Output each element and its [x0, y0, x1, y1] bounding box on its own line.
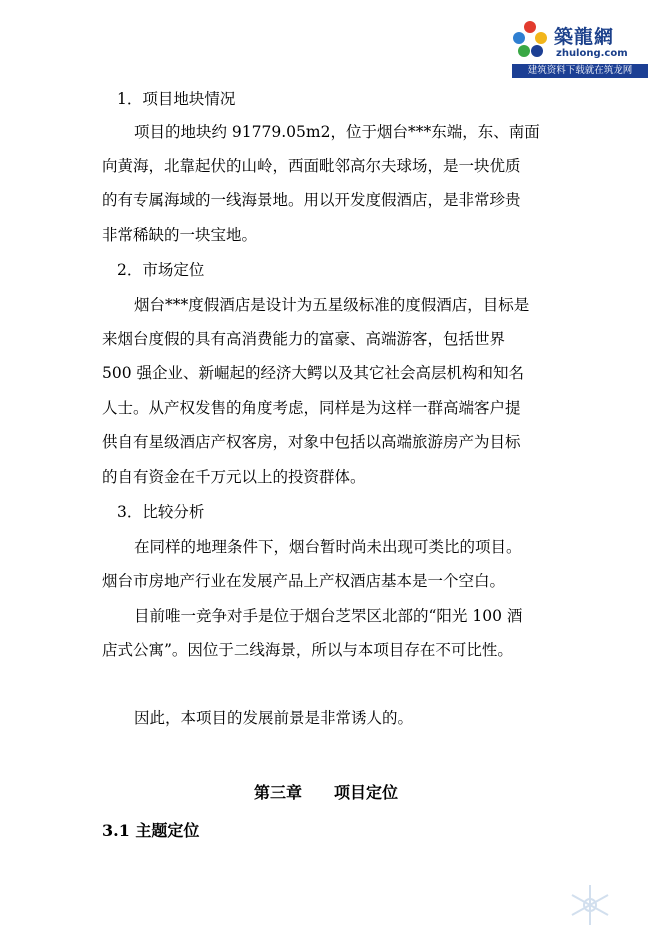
section-2-line-3: 500 强企业、新崛起的经济大鳄以及其它社会高层机构和知名 — [102, 364, 525, 382]
conclusion-text: 因此，本项目的发展前景是非常诱人的。 — [134, 709, 414, 727]
section-3-title: 3．比较分析 — [117, 503, 205, 521]
section-2-line-2: 来烟台度假的具有高消费能力的富豪、高端游客，包括世界 — [102, 330, 506, 348]
logo-domain: zhulong.com — [556, 48, 628, 59]
zhulong-logo — [510, 18, 650, 80]
logo-tagline: 建筑资料下载就在筑龙网 — [512, 64, 648, 78]
snowflake-watermark-icon — [560, 880, 620, 930]
chapter-number: 第三章 — [254, 783, 303, 802]
section-1-title: 1．项目地块情况 — [117, 90, 236, 108]
section-1-line-4: 非常稀缺的一块宝地。 — [102, 226, 258, 244]
section-2-line-1: 烟台***度假酒店是设计为五星级标准的度假酒店，目标是 — [134, 296, 530, 314]
subsection-heading: 3.1 主题定位 — [102, 821, 200, 840]
section-3-line-3: 目前唯一竞争对手是位于烟台芝罘区北部的“阳光 100 酒 — [134, 607, 523, 625]
logo-name: 築龍網 — [554, 26, 615, 48]
section-2-line-6: 的自有资金在千万元以上的投资群体。 — [102, 468, 366, 486]
section-2-line-5: 供自有星级酒店产权客房，对象中包括以高端旅游房产为目标 — [102, 433, 521, 451]
section-2-line-4: 人士。从产权发售的角度考虑，同样是为这样一群高端客户提 — [102, 399, 521, 417]
section-1-line-3: 的有专属海域的一线海景地。用以开发度假酒店，是非常珍贵 — [102, 191, 521, 209]
section-3-line-4: 店式公寓”。因位于二线海景，所以与本项目存在不可比性。 — [102, 641, 513, 659]
section-3-line-2: 烟台市房地产行业在发展产品上产权酒店基本是一个空白。 — [102, 572, 506, 590]
section-1-line-2: 向黄海，北靠起伏的山岭，西面毗邻高尔夫球场，是一块优质 — [102, 157, 521, 175]
zhulong-logo-icon — [510, 20, 550, 60]
section-3-line-1: 在同样的地理条件下，烟台暂时尚未出现可类比的项目。 — [134, 538, 522, 556]
section-1-line-1: 项目的地块约 91779.05m2，位于烟台***东端，东、南面 — [134, 123, 540, 141]
section-2-title: 2．市场定位 — [117, 261, 205, 279]
chapter-title: 项目定位 — [334, 783, 399, 802]
